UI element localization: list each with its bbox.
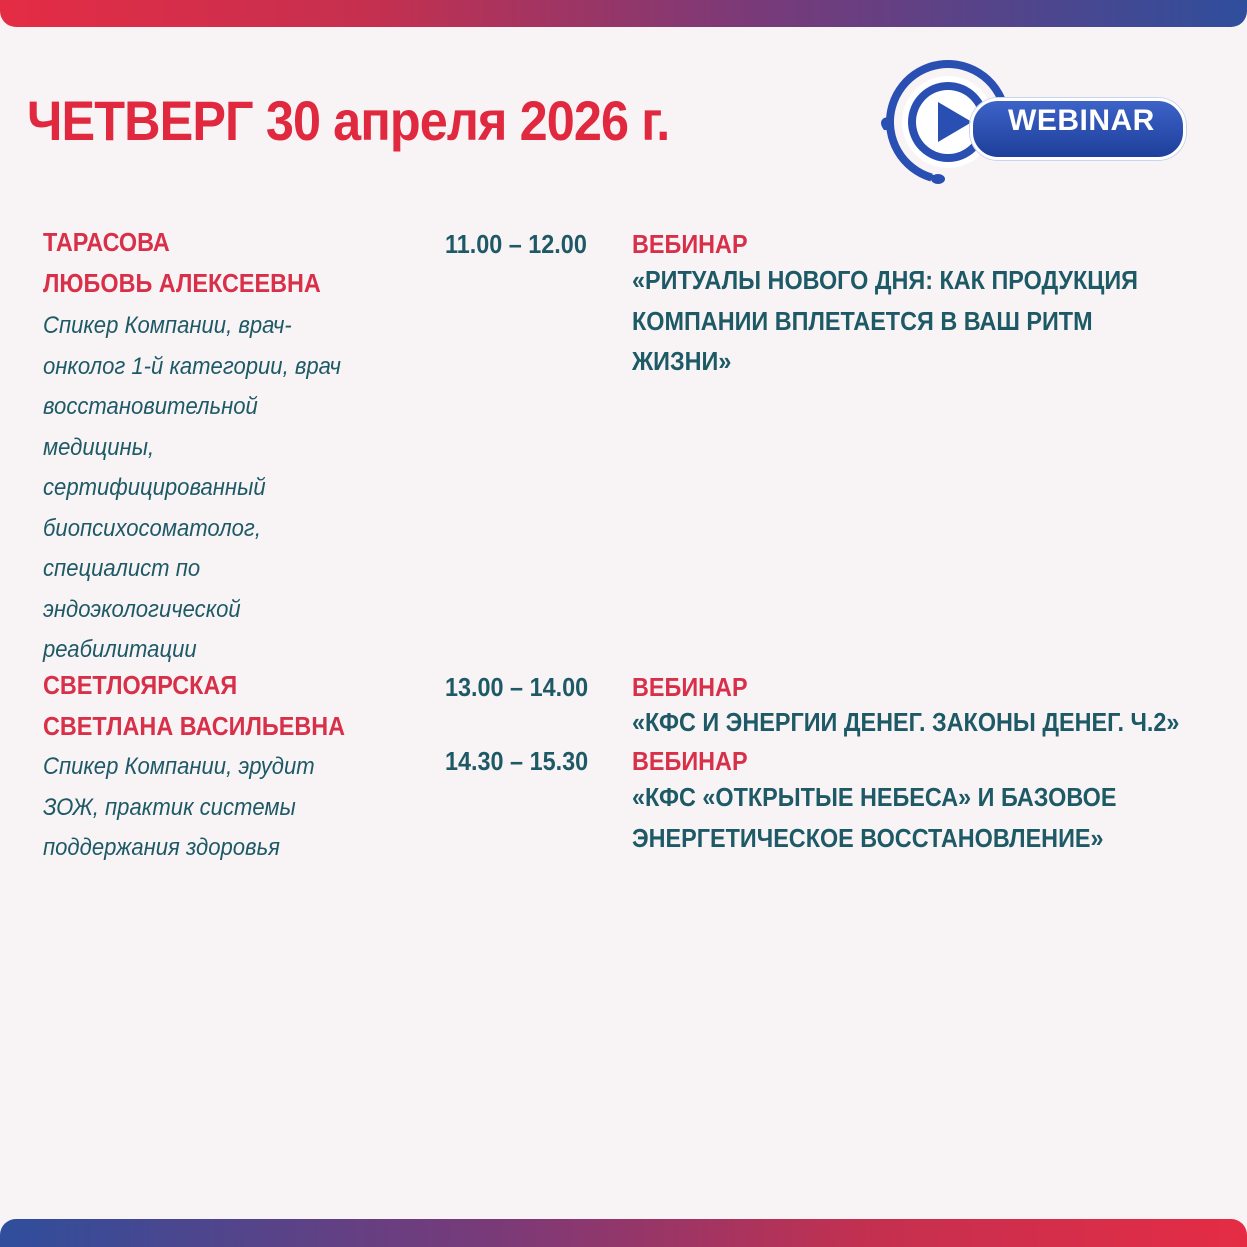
- session-title-line: ЭНЕРГЕТИЧЕСКОЕ ВОССТАНОВЛЕНИЕ»: [632, 822, 1104, 853]
- session-title-line: «РИТУАЛЫ НОВОГО ДНЯ: КАК ПРОДУКЦИЯ: [632, 265, 1139, 295]
- session-time: 14.30 – 15.30: [445, 746, 589, 776]
- session-time: 13.00 – 14.00: [445, 672, 589, 702]
- speaker-role-line: ЗОЖ, практик системы: [43, 793, 296, 821]
- logo-text: WEBINAR: [1008, 104, 1155, 137]
- session-title: [632, 777, 1116, 858]
- bottom-gradient-bar: [0, 1219, 1247, 1247]
- speaker-role-line: специалист по: [43, 555, 201, 582]
- top-gradient-bar: [0, 0, 1247, 27]
- session-time: 11.00 – 12.00: [445, 229, 587, 259]
- webinar-logo: [876, 56, 1186, 190]
- speaker-role-line: Спикер Компании, врач-: [43, 312, 292, 339]
- speaker-block: [43, 222, 352, 304]
- speaker-role: [43, 747, 338, 869]
- speaker-surname: СВЕТЛОЯРСКАЯ: [43, 670, 238, 700]
- session-title-line: «КФС И ЭНЕРГИИ ДЕНЕГ. ЗАКОНЫ ДЕНЕГ. Ч.2»: [632, 707, 1180, 737]
- speaker-role-line: сертифицированный: [43, 474, 266, 501]
- speaker-role-line: онколог 1-й категории, врач: [43, 352, 341, 380]
- session-title: [632, 702, 1179, 743]
- session-title-line: ЖИЗНИ»: [632, 346, 732, 376]
- session-title: [632, 260, 1138, 382]
- page-title: ЧЕТВЕРГ 30 апреля 2026 г.: [27, 89, 670, 152]
- speaker-name: ЛЮБОВЬ АЛЕКСЕЕВНА: [43, 268, 321, 298]
- speaker-role-line: медицины,: [43, 433, 155, 461]
- speaker-name: СВЕТЛАНА ВАСИЛЬЕВНА: [43, 711, 346, 741]
- session-kind: ВЕБИНАР: [632, 672, 748, 702]
- session-kind: ВЕБИНАР: [632, 229, 748, 259]
- speaker-block: [43, 665, 379, 747]
- speaker-role-line: биопсихосоматолог,: [43, 514, 261, 542]
- speaker-surname: ТАРАСОВА: [43, 227, 170, 257]
- speaker-role: [43, 306, 367, 671]
- speaker-role-line: реабилитации: [43, 636, 197, 663]
- session-kind: ВЕБИНАР: [632, 746, 748, 776]
- speaker-role-line: эндоэкологической: [43, 595, 241, 623]
- session-title-line: КОМПАНИИ ВПЛЕТАЕТСЯ В ВАШ РИТМ: [632, 305, 1093, 336]
- speaker-role-line: поддержания здоровья: [43, 834, 280, 861]
- speaker-role-line: восстановительной: [43, 393, 258, 420]
- session-title-line: «КФС «ОТКРЫТЫЕ НЕБЕСА» И БАЗОВОЕ: [632, 782, 1117, 812]
- speaker-role-line: Спикер Компании, эрудит: [43, 753, 315, 780]
